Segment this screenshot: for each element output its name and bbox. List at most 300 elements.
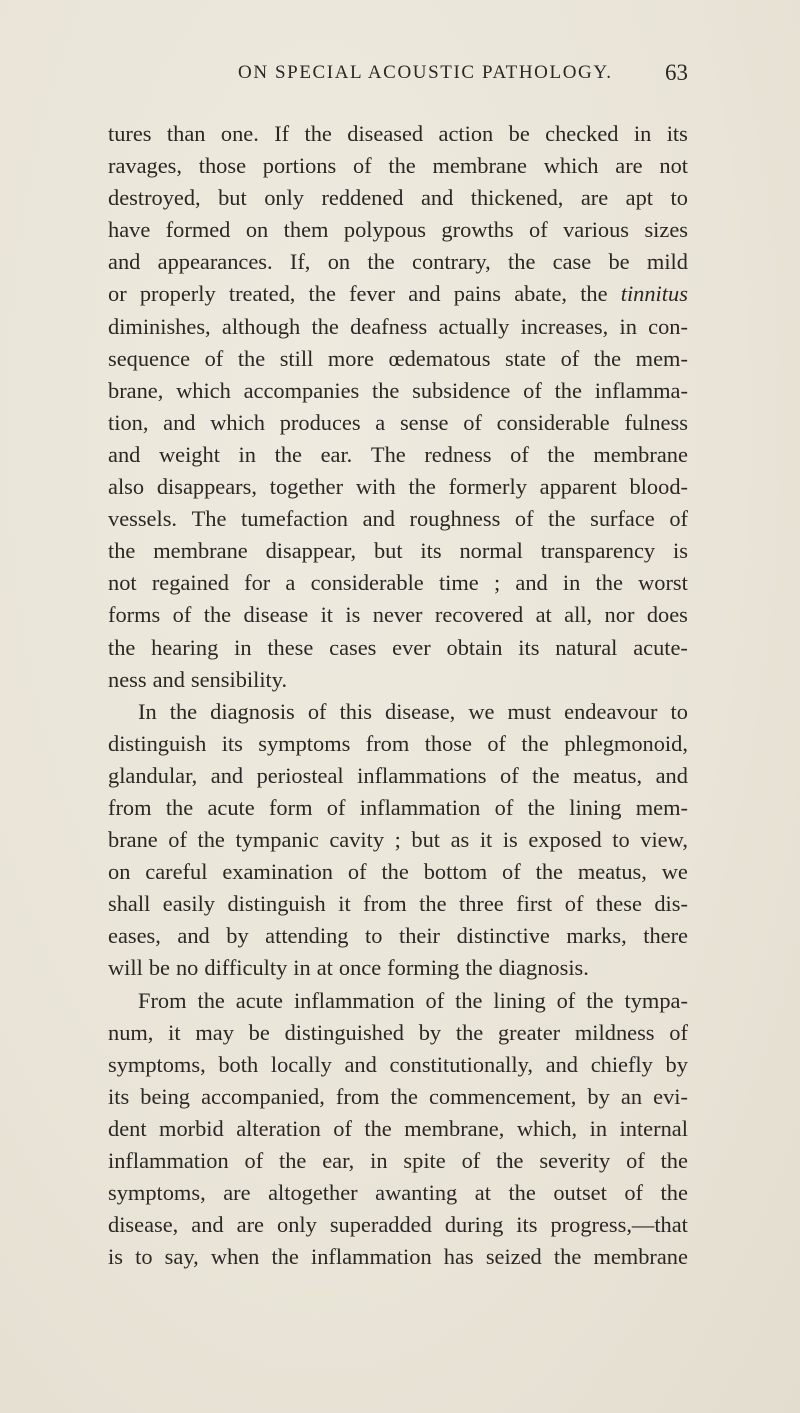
word: the xyxy=(408,474,436,500)
word: by xyxy=(226,923,249,949)
word: the xyxy=(108,634,136,660)
word: these xyxy=(595,891,642,917)
word: on xyxy=(327,249,351,275)
word: the xyxy=(553,1244,582,1270)
word: is xyxy=(502,827,518,853)
word: altogether xyxy=(268,1180,358,1206)
word: brane xyxy=(108,827,158,853)
word: disappear, xyxy=(265,538,357,564)
word: only xyxy=(277,1212,317,1238)
word: will xyxy=(108,955,143,981)
word: the xyxy=(547,441,575,467)
text-line xyxy=(108,407,688,439)
word: ear. xyxy=(320,441,353,467)
word: diseased xyxy=(347,121,424,146)
word: surface xyxy=(590,506,655,532)
word: and xyxy=(420,185,454,211)
text-line xyxy=(108,182,688,214)
text-line xyxy=(108,150,688,182)
word: the xyxy=(554,377,582,403)
word: membrane, xyxy=(404,1115,505,1141)
word: of xyxy=(487,730,507,756)
word: ; xyxy=(394,827,401,853)
word: from xyxy=(363,891,407,917)
text-line xyxy=(108,439,688,471)
page-number: 63 xyxy=(665,60,688,85)
word: bottom xyxy=(423,859,488,885)
word: it xyxy=(320,602,334,628)
word: the xyxy=(169,698,198,724)
word: mem- xyxy=(635,345,688,371)
word: inflammation xyxy=(359,794,481,820)
word: still xyxy=(279,345,314,371)
word: of xyxy=(347,859,367,885)
word: con- xyxy=(648,313,688,339)
word: the xyxy=(203,602,232,628)
word: the xyxy=(367,249,395,275)
word: we xyxy=(468,698,495,724)
word: than xyxy=(166,121,206,146)
word: of xyxy=(669,1019,688,1045)
word: diagnosis. xyxy=(498,955,589,981)
word: may xyxy=(195,1019,234,1045)
word: case xyxy=(552,249,592,275)
word: the xyxy=(197,987,225,1013)
word: appearances. xyxy=(157,249,273,275)
word: ever xyxy=(392,634,431,660)
word: tumefaction xyxy=(241,506,348,532)
word: symptoms, xyxy=(108,1180,206,1206)
word: seized xyxy=(485,1244,542,1270)
word: those xyxy=(198,153,247,179)
word: deafness xyxy=(350,313,428,339)
word: to xyxy=(670,698,688,724)
word: at xyxy=(474,1180,491,1206)
word: distinguish xyxy=(227,891,326,917)
word: the xyxy=(390,1083,418,1109)
text-line xyxy=(108,920,688,952)
word: the xyxy=(455,1019,484,1045)
word: accompanies xyxy=(243,377,360,403)
word: considerable xyxy=(496,409,610,435)
word: together xyxy=(269,474,344,500)
word: acute- xyxy=(633,634,688,660)
word: chiefly xyxy=(590,1051,653,1077)
word: both xyxy=(218,1051,259,1077)
text-line xyxy=(108,1241,688,1273)
word: as xyxy=(450,827,470,853)
word: diagnosis xyxy=(210,698,295,724)
running-head xyxy=(0,62,800,92)
word: of xyxy=(502,859,521,885)
word: being xyxy=(140,1083,190,1109)
word: acute xyxy=(207,794,255,820)
word: exposed xyxy=(528,827,602,853)
word: be xyxy=(508,121,530,146)
word: disappears, xyxy=(156,474,257,500)
word: it xyxy=(338,891,351,917)
word: membrane xyxy=(593,441,688,467)
word: the xyxy=(237,345,266,371)
word: the xyxy=(496,1148,524,1173)
word: fever xyxy=(349,281,396,307)
text-line xyxy=(108,952,688,984)
word: formed xyxy=(165,217,231,243)
word: sequence xyxy=(108,345,191,371)
word: which xyxy=(210,409,265,435)
word: to xyxy=(612,827,630,853)
word: growths xyxy=(441,217,514,243)
word: from xyxy=(108,794,152,820)
text-line xyxy=(108,792,688,824)
word: symptoms xyxy=(258,730,351,756)
word: cavity xyxy=(329,827,385,853)
word: greater xyxy=(497,1019,561,1045)
word: no xyxy=(175,955,199,981)
word: more xyxy=(327,345,374,371)
word: tympa- xyxy=(624,987,688,1013)
word: and xyxy=(152,666,185,692)
word: the xyxy=(364,1115,392,1141)
word: have xyxy=(108,217,151,243)
word: the xyxy=(388,153,416,179)
text-line xyxy=(108,824,688,856)
word: in xyxy=(633,121,652,146)
word: but xyxy=(411,827,441,853)
word: weight xyxy=(158,441,220,467)
word: tympanic xyxy=(235,827,319,853)
word: severity xyxy=(539,1148,611,1173)
word: cases xyxy=(329,634,377,660)
word: sensibility. xyxy=(190,666,288,692)
text-line xyxy=(108,1209,688,1241)
word: of xyxy=(669,506,688,532)
word: morbid xyxy=(159,1115,224,1141)
word: fulness xyxy=(624,409,688,435)
word: the xyxy=(372,377,400,403)
word: of xyxy=(560,345,580,371)
word: to xyxy=(670,185,688,211)
word: at xyxy=(535,602,552,628)
word: which xyxy=(543,153,599,179)
word: abate, xyxy=(514,281,568,307)
word: also xyxy=(108,474,145,500)
word: portions xyxy=(262,153,337,179)
word: accompanied, xyxy=(201,1083,325,1109)
text-line xyxy=(108,1177,688,1209)
text-line xyxy=(108,567,688,599)
word: a xyxy=(285,570,296,596)
word: checked xyxy=(545,121,619,146)
text-line xyxy=(108,696,688,728)
word: reddened xyxy=(321,185,404,211)
word: its xyxy=(518,634,540,660)
word: be xyxy=(248,1019,270,1045)
text-line xyxy=(108,856,688,888)
word: from xyxy=(335,1083,380,1109)
word: be xyxy=(608,249,630,275)
word: at xyxy=(316,955,333,981)
word: three xyxy=(458,891,504,917)
text-line xyxy=(108,278,688,310)
word: examination xyxy=(222,859,334,885)
word: distinctive xyxy=(456,923,550,949)
word: of xyxy=(523,377,542,403)
word: which, xyxy=(516,1115,578,1141)
word: easily xyxy=(162,891,215,917)
word: the xyxy=(274,441,302,467)
word: mem- xyxy=(635,794,688,820)
text-line xyxy=(108,311,688,343)
word: subsidence xyxy=(412,377,511,403)
word: dis- xyxy=(654,891,688,917)
word: obtain xyxy=(446,634,503,660)
text-line xyxy=(108,343,688,375)
word: recovered xyxy=(434,602,524,628)
text-line xyxy=(108,760,688,792)
word: the xyxy=(532,762,560,788)
word: of xyxy=(352,153,372,179)
word: form xyxy=(268,794,313,820)
word: the xyxy=(271,1244,299,1270)
word: internal xyxy=(619,1115,688,1141)
word: and xyxy=(408,281,441,307)
word: the xyxy=(279,1148,307,1173)
word: not xyxy=(108,570,137,596)
word: meatus, xyxy=(573,762,643,788)
word: acute xyxy=(235,987,283,1013)
word: are xyxy=(615,153,643,179)
word: distinguish xyxy=(108,730,207,756)
word: or xyxy=(108,281,127,307)
word: of xyxy=(463,409,482,435)
word: symptoms, xyxy=(108,1051,206,1077)
text-line xyxy=(108,375,688,407)
word: sizes xyxy=(644,217,688,243)
text-line xyxy=(108,888,688,920)
word: distinguished xyxy=(284,1019,404,1045)
word: The xyxy=(191,506,227,532)
word: the xyxy=(527,794,555,820)
word: the xyxy=(521,730,549,756)
word: of xyxy=(510,441,529,467)
word: spite xyxy=(403,1148,446,1173)
word: the xyxy=(660,1180,688,1206)
word: and xyxy=(545,1051,578,1077)
word: must xyxy=(507,698,552,724)
word: mild xyxy=(646,249,688,275)
word: the xyxy=(165,794,194,820)
word: difficulty xyxy=(204,955,288,981)
word: in xyxy=(619,313,637,339)
word: destroyed, xyxy=(108,185,201,211)
text-line xyxy=(108,1081,688,1113)
word: of xyxy=(461,1148,481,1173)
word: alteration xyxy=(236,1115,321,1141)
word: marks, xyxy=(566,923,627,949)
word: ness xyxy=(108,666,147,692)
word: in xyxy=(370,1148,388,1173)
word: awanting xyxy=(375,1180,458,1206)
word: and xyxy=(210,762,244,788)
word: we xyxy=(661,859,688,885)
word: of xyxy=(333,1115,352,1141)
word: them xyxy=(283,217,329,243)
word: the xyxy=(660,1148,688,1173)
word: are xyxy=(580,185,609,211)
word: be xyxy=(148,955,170,981)
text-line xyxy=(108,1049,688,1081)
word: disease xyxy=(243,602,309,628)
word: mildness xyxy=(574,1019,655,1045)
word: never xyxy=(372,602,423,628)
word: of xyxy=(514,506,534,532)
word: endeavour xyxy=(564,698,658,724)
word: its xyxy=(221,730,243,756)
word: in xyxy=(238,441,256,467)
word: the xyxy=(304,121,332,146)
word: is xyxy=(672,538,688,564)
word: once xyxy=(338,955,382,981)
word: the xyxy=(586,987,614,1013)
word: in xyxy=(589,1115,608,1141)
word: inflammations xyxy=(357,762,487,788)
word: and xyxy=(344,1051,377,1077)
word: and xyxy=(655,762,688,788)
word: with xyxy=(355,474,396,500)
text-line xyxy=(108,535,688,567)
word: a xyxy=(375,409,386,435)
word: superadded xyxy=(329,1212,432,1238)
word: the xyxy=(465,955,493,981)
word: state xyxy=(504,345,547,371)
text-line xyxy=(108,664,688,696)
word: nor xyxy=(604,602,635,628)
word: vessels. xyxy=(108,506,178,532)
word: the xyxy=(535,859,563,885)
word: but xyxy=(373,538,403,564)
word: are xyxy=(223,1180,251,1206)
text-line xyxy=(108,118,688,150)
word: on xyxy=(108,859,131,885)
word: the xyxy=(108,538,136,564)
word: and xyxy=(163,409,196,435)
body-text xyxy=(108,118,688,1273)
word: forms xyxy=(108,602,161,628)
word: in xyxy=(234,634,252,660)
word: in xyxy=(293,955,311,981)
word: the xyxy=(595,570,623,596)
word: all, xyxy=(564,602,593,628)
word: of xyxy=(564,891,584,917)
word: of xyxy=(556,987,576,1013)
running-title: ON SPECIAL ACOUSTIC PATHOLOGY. xyxy=(238,62,613,83)
word: of xyxy=(244,1148,264,1173)
word: their xyxy=(398,923,441,949)
word: evi- xyxy=(653,1083,688,1109)
word: sense xyxy=(399,409,449,435)
text-line xyxy=(108,471,688,503)
word: the xyxy=(548,506,576,532)
word: membrane xyxy=(432,153,527,179)
word: attending xyxy=(265,923,349,949)
word: is xyxy=(345,602,361,628)
word: time xyxy=(438,570,479,596)
word: its xyxy=(516,1212,538,1238)
text-line xyxy=(108,728,688,760)
word: when xyxy=(210,1244,260,1270)
word: careful xyxy=(145,859,208,885)
word: tures xyxy=(108,121,152,146)
word: is xyxy=(108,1244,123,1270)
word: pains xyxy=(453,281,502,307)
word: and xyxy=(177,923,210,949)
word: dent xyxy=(108,1115,147,1141)
word: tinnitus xyxy=(620,281,688,307)
word: worst xyxy=(638,570,688,596)
word: those xyxy=(424,730,472,756)
word: outset xyxy=(553,1180,607,1206)
word: apparent xyxy=(539,474,617,500)
text-line xyxy=(108,985,688,1017)
word: redness xyxy=(424,441,492,467)
word: an xyxy=(620,1083,643,1109)
word: hearing xyxy=(151,634,219,660)
word: and xyxy=(362,506,395,532)
word: its xyxy=(420,538,442,564)
word: by xyxy=(587,1083,610,1109)
text-line xyxy=(108,599,688,631)
word: the xyxy=(419,891,447,917)
word: constitutionally, xyxy=(389,1051,533,1077)
word: but xyxy=(218,185,247,211)
word: has xyxy=(443,1244,474,1270)
word: ravages, xyxy=(108,153,182,179)
word: If xyxy=(274,121,290,146)
word: of xyxy=(494,794,514,820)
word: its xyxy=(666,121,688,146)
word: inflammation xyxy=(311,1244,432,1270)
word: it xyxy=(479,827,493,853)
word: In xyxy=(138,698,157,724)
text-line xyxy=(108,214,688,246)
word: one. xyxy=(220,121,259,146)
word: it xyxy=(168,1019,181,1045)
word: considerable xyxy=(310,570,424,596)
word: ear, xyxy=(322,1148,355,1173)
text-line xyxy=(108,1113,688,1145)
word: by xyxy=(665,1051,688,1077)
word: to xyxy=(365,923,383,949)
word: in xyxy=(562,570,581,596)
word: From xyxy=(138,987,187,1013)
word: natural xyxy=(555,634,618,660)
word: disease, xyxy=(385,698,456,724)
word: by xyxy=(418,1019,442,1045)
word: not xyxy=(659,153,688,179)
word: does xyxy=(646,602,688,628)
word: contrary, xyxy=(412,249,491,275)
word: lining xyxy=(493,987,546,1013)
word: increases, xyxy=(520,313,609,339)
word: of xyxy=(500,762,519,788)
word: for xyxy=(244,570,271,596)
word: polypous xyxy=(343,217,426,243)
word: If, xyxy=(289,249,311,275)
word: of xyxy=(326,794,346,820)
word: commencement, xyxy=(428,1083,577,1109)
word: first xyxy=(516,891,553,917)
